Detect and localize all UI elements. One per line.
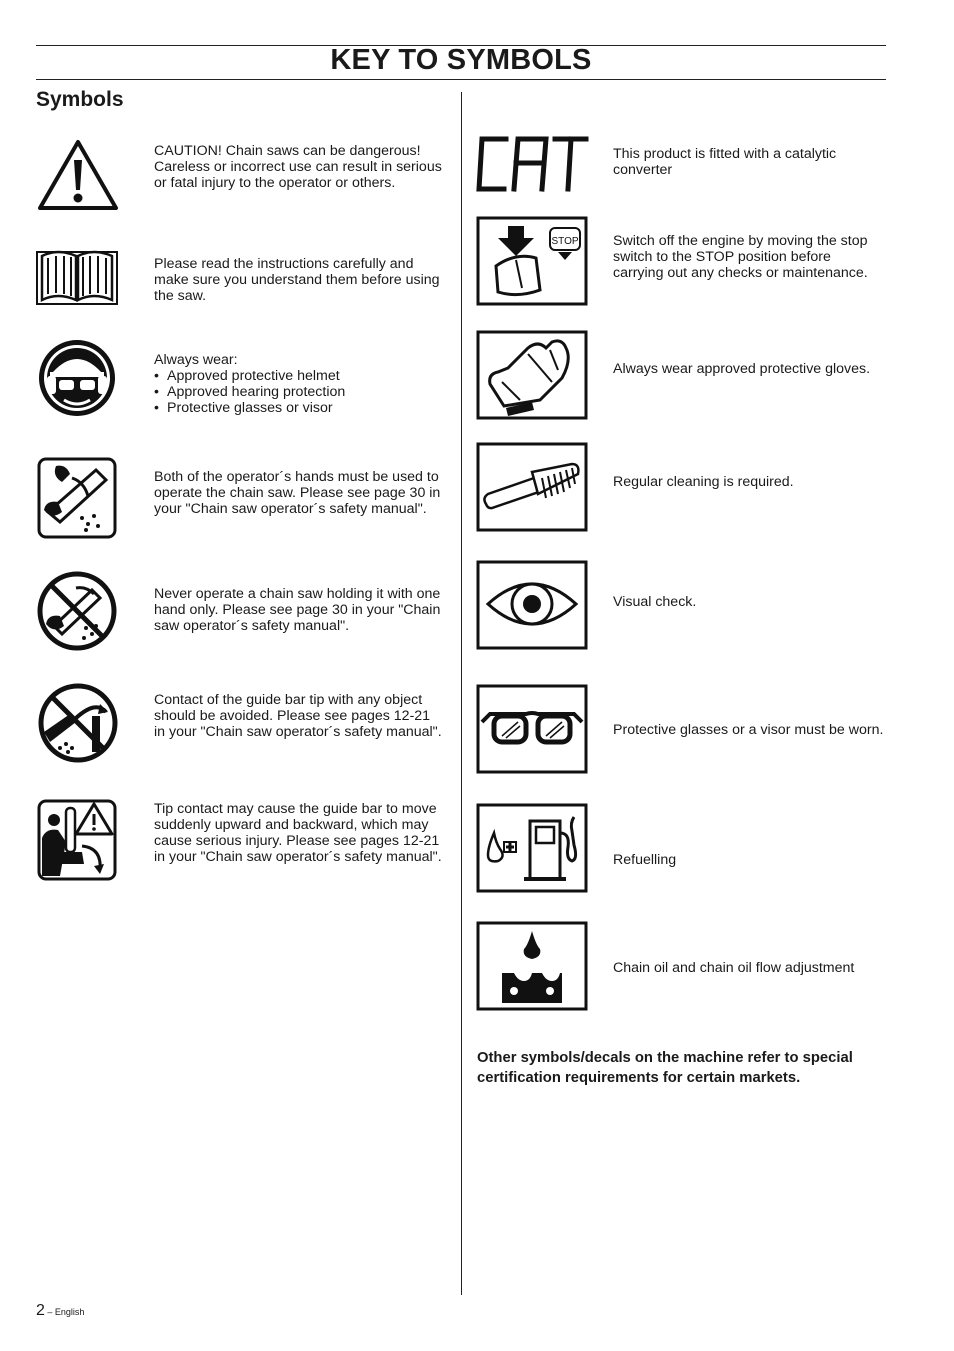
eye-icon — [476, 560, 588, 650]
catalytic-text: This product is fitted with a catalytic converter — [613, 146, 837, 178]
glasses-icon — [476, 684, 588, 774]
refuelling-text: Refuelling — [613, 852, 677, 868]
glasses-text: Protective glasses or a visor must be worn. — [613, 722, 884, 738]
warning-triangle-icon — [36, 138, 120, 212]
page-title: KEY TO SYMBOLS — [330, 44, 592, 76]
footer-language: – English — [44, 1307, 85, 1317]
protective-gear-text — [154, 352, 444, 416]
certification-note: Other symbols/decals on the machine refer to special certification requirements for certain markets. — [477, 1050, 853, 1086]
page-footer — [36, 1302, 84, 1320]
two-hands-text: Both of the operator´s hands must be used to operate the chain saw. Please see page 30 in your "Chain saw operator´s safety manual". — [154, 469, 441, 517]
two-hands-icon — [36, 456, 118, 540]
open-book-icon — [36, 244, 118, 306]
page-number: 2 — [36, 1302, 45, 1319]
always-wear-label: Always wear: — [154, 352, 238, 368]
no-one-hand-icon — [36, 570, 118, 652]
no-tip-contact-icon — [36, 682, 120, 764]
stop-label: STOP — [551, 236, 579, 247]
chain-oil-icon — [476, 921, 588, 1011]
protective-gear-list — [154, 368, 444, 416]
title-underline — [36, 79, 886, 80]
column-divider — [461, 92, 462, 1295]
list-item: • Approved protective helmet — [154, 368, 444, 384]
section-title: Symbols — [36, 88, 124, 111]
list-item: • Protective glasses or visor — [154, 400, 444, 416]
no-tip-contact-text: Contact of the guide bar tip with any object should be avoided. Please see pages 12-21 in your "Chain saw operator´s safety manual". — [154, 692, 442, 740]
cat-icon — [476, 134, 588, 194]
kickback-text: Tip contact may cause the guide bar to move suddenly upward and backward, which may cause serious injury. Please see pages 12-21 in your "Chain saw operator´s safety manual". — [154, 801, 442, 865]
chain-oil-text: Chain oil and chain oil flow adjustment — [613, 960, 855, 976]
no-one-hand-text: Never operate a chain saw holding it with one hand only. Please see page 30 in your "Chain saw operator´s safety manual". — [154, 586, 441, 634]
refuel-icon — [476, 803, 588, 893]
stop-switch-text: Switch off the engine by moving the stop switch to the STOP position before carrying out any checks or maintenance. — [613, 233, 868, 281]
glove-icon — [476, 330, 588, 420]
brush-icon — [476, 442, 588, 532]
cleaning-text: Regular cleaning is required. — [613, 474, 794, 490]
list-item: • Approved hearing protection — [154, 384, 444, 400]
read-manual-text: Please read the instructions carefully and make sure you understand them before using the saw. — [154, 256, 440, 304]
helmet-hearing-glasses-icon — [36, 338, 118, 418]
kickback-icon — [36, 798, 118, 882]
caution-text: CAUTION! Chain saws can be dangerous! Careless or incorrect use can result in serious or fatal injury to the operator or others. — [154, 143, 442, 191]
gloves-text: Always wear approved protective gloves. — [613, 361, 871, 377]
visual-check-text: Visual check. — [613, 594, 697, 610]
stop-switch-icon — [476, 216, 588, 306]
